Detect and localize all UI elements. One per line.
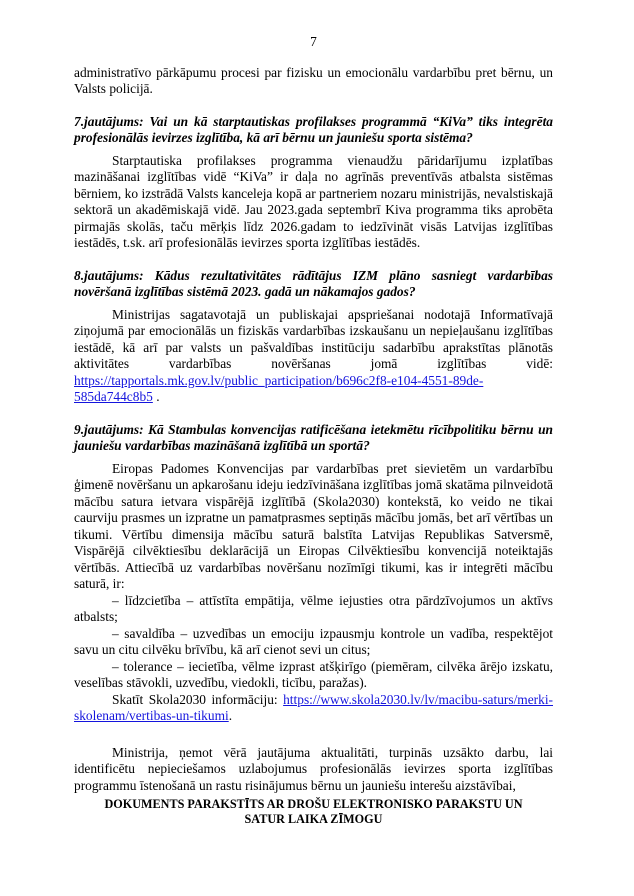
question-9-heading: 9.jautājums: Kā Stambulas konvencijas ratificēšana ietekmētu rīcībpolitiku bērnu un jauniešu vardarbības mazināšanā izglītībā un sportā? xyxy=(74,421,553,453)
question-7-heading: 7.jautājums: Vai un kā starptautiskas profilakses programmā “KiVa” tiks integrēta profesionālās ievirzes izglītība, kā arī bērnu un jauniešu sporta sistēma? xyxy=(74,113,553,145)
value-bullet-lidzcietiba: – līdzcietība – attīstīta empātija, vēlme iejusties otra pārdzīvojumos un aktīvs atbalsts; xyxy=(74,592,553,624)
question-7-answer: Starptautiska profilakses programma vienaudžu pāridarījumu izplatības mazināšanai izglītības vidē “KiVa” ir daļa no agrīnās preventīvās atbalsta sistēmas bērniem, ko izstrādā Valsts kanceleja kopā ar partneriem nozaru ministrijās, nevalstiskajā sektorā un akadēmiskajā vidē. Jau 2023.gada septembrī Kiva programma tiks aprobēta pirmajās skolās, taču mērķis līdz 2026.gadam to iedzīvināt visās Latvijas izglītības iestādēs, t.sk. arī profesionālās ievirzes sporta izglītības iestādēs. xyxy=(74,152,553,250)
question-8-answer-text: Ministrijas sagatavotajā un publiskajai apspriešanai nodotajā Informatīvajā ziņojumā par emocionālās un fiziskās vardarbības izskaušanu un nepieļaušanu izglītības iestādē, kā arī par valsts un pašvaldības institūciju sadarbību aprakstītas plānotās aktivitātes vardarbības novēršanas jomā izglītības vidē: xyxy=(74,306,553,371)
footer-line-2: SATUR LAIKA ZĪMOGU xyxy=(244,812,383,826)
question-8-heading: 8.jautājums: Kādus rezultativitātes rādītājus IZM plāno sasniegt vardarbības novēršanā izglītības sistēmā 2023. gadā un nākamajos gados? xyxy=(74,267,553,299)
question-9-answer-intro: Eiropas Padomes Konvencijas par vardarbības pret sievietēm un vardarbību ģimenē novēršanu un apkarošanu ideju iedzīvināšana izglītības jomā skatāma pilnveidotā mācību satura ietvara vispārējā izglītībā (Skola2030) kontekstā, ko veido ne tikai caurviju prasmes un izpratne un pamatprasmes septiņās mācību jomās, bet arī vērtības un tikumi. Vērtību dimensija mācību saturā balstīta Latvijas Republikas Satversmē, Vispārējā cilvēktiesību deklarācijā un Eiropas Cilvēktiesību konvencijā noteiktajās vērtībās. Attiecībā uz vardarbības novēršanu nozīmīgi tikumi, kas ir integrēti mācību saturā, ir: xyxy=(74,460,553,591)
skola2030-reference xyxy=(74,692,553,725)
skola2030-reference-tail: . xyxy=(228,708,233,723)
document-content xyxy=(74,34,553,827)
question-8-answer xyxy=(74,307,553,406)
signature-footer xyxy=(74,797,553,827)
skola2030-link[interactable]: https://www.skola2030.lv/lv/macibu-saturs/merki-skolenam/vertibas-un-tikumi xyxy=(74,691,553,723)
value-bullet-tolerance: – tolerance – iecietība, vēlme izprast atšķirīgo (piemēram, cilvēka ārējo izskatu, veselības stāvokli, uzvedību, viedokli, ticību, paražas). xyxy=(74,658,553,690)
question-8-answer-tail: . xyxy=(152,389,160,404)
footer-line-1: DOKUMENTS PARAKSTĪTS AR DROŠU ELEKTRONISKO PARAKSTU UN xyxy=(104,797,523,811)
closing-paragraph: Ministrija, ņemot vērā jautājuma aktualitāti, turpinās uzsākto darbu, lai identificētu nepieciešamos uzlabojumus profesionālās ievirzes sporta izglītības programmu īstenošanā un rastu risinājumus bērnu un jauniešu interešu aizstāvībai, xyxy=(74,744,553,793)
intro-paragraph: administratīvo pārkāpumu procesi par fizisku un emocionālu vardarbību pret bērnu, un Valsts policijā. xyxy=(74,64,553,96)
value-bullet-savaldiba: – savaldība – uzvedības un emociju izpausmju kontrole un vadība, respektējot savu un citu cilvēku brīvību, kā arī cienot sevi un citus; xyxy=(74,625,553,657)
tapportals-link[interactable]: https://tapportals.mk.gov.lv/public_participation/b696c2f8-e104-4551-89de-585da744c8b5 xyxy=(74,372,484,404)
page-number: 7 xyxy=(310,34,317,49)
skola2030-reference-text: Skatīt Skola2030 informāciju: xyxy=(112,691,284,707)
